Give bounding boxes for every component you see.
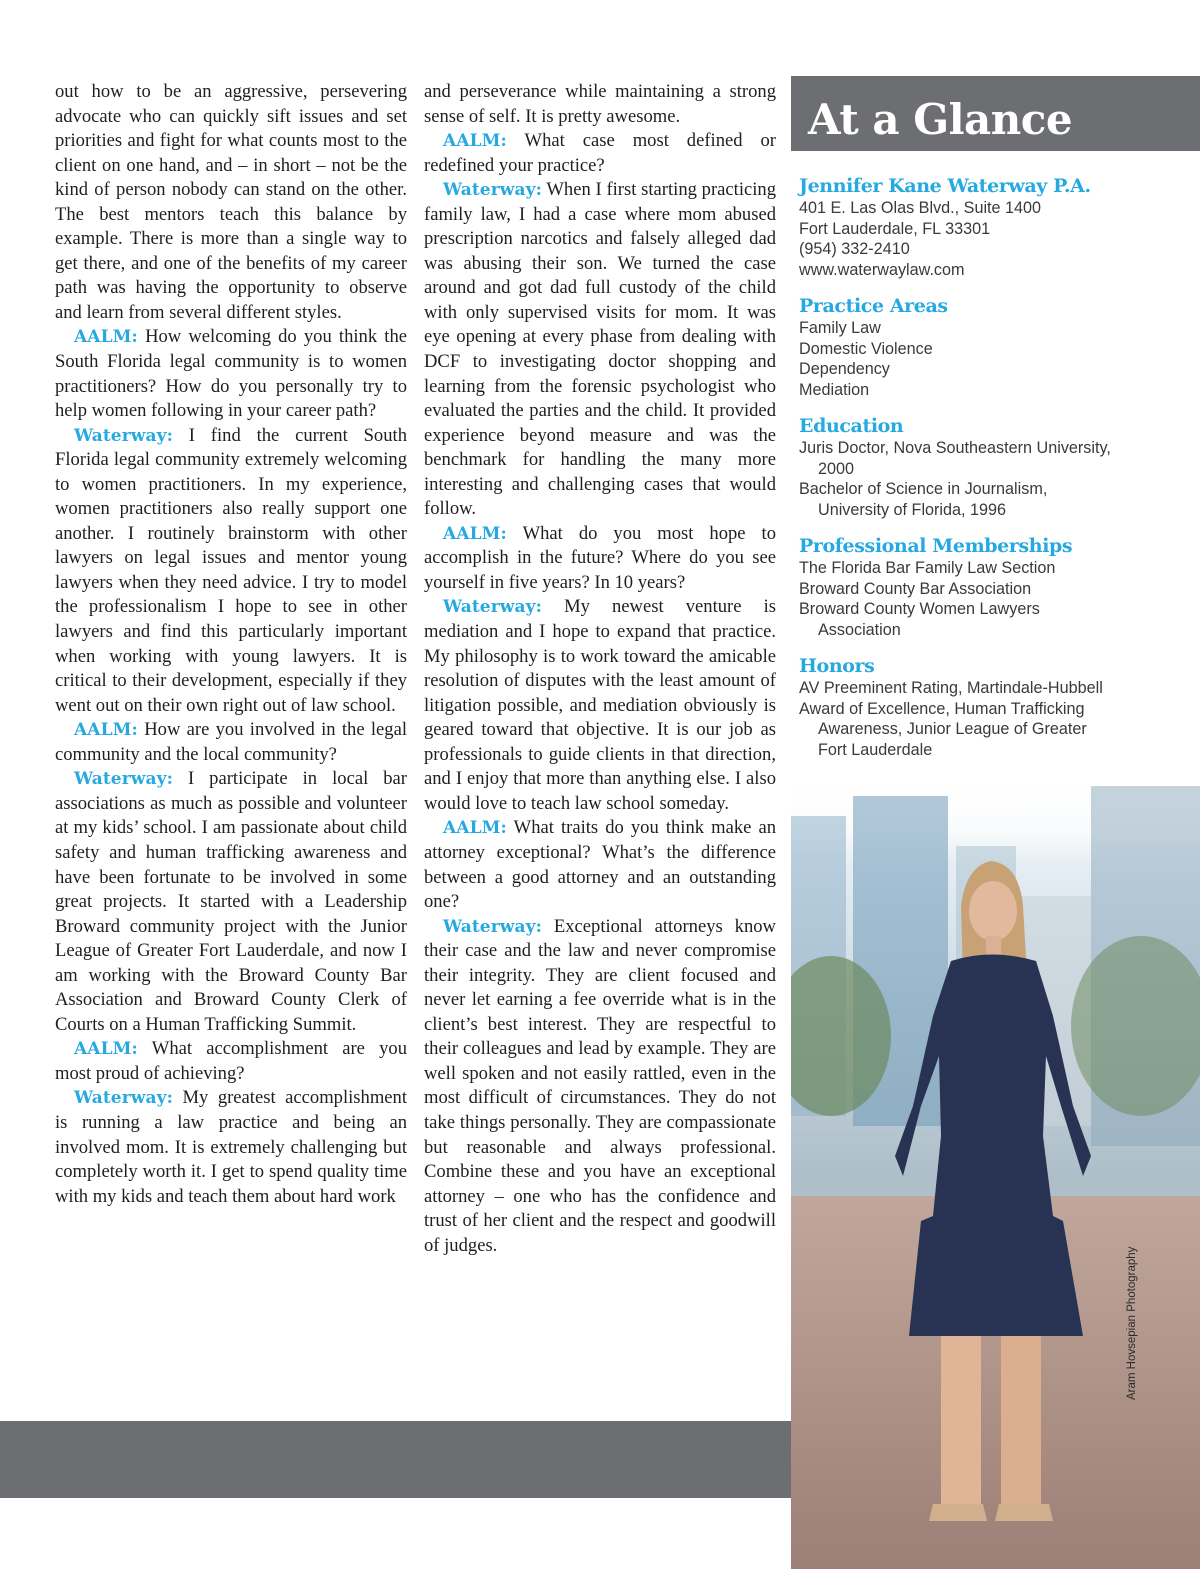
education-item-continued: University of Florida, 1996 — [818, 500, 1007, 519]
attorney-portrait-photo — [791, 776, 1200, 1569]
memberships-list — [799, 558, 1189, 640]
interviewee-label: Waterway: — [74, 1088, 173, 1109]
honor-item: Award of Excellence, Human Trafficking — [799, 699, 1085, 718]
education-item: Bachelor of Science in Journalism, — [799, 480, 1048, 498]
sidebar-info — [799, 174, 1189, 760]
practice-area-item: Mediation — [799, 380, 870, 399]
paragraph-text: I find the current South Florida legal community extremely welcoming to women practitioners. In my experience, women practitioners also really support one another. I routinely brainstorm with other lawyers on legal issues and mentor young lawyers when they need advice. I try to model the professionalism I hope to see in other lawyers and find this particularly important when working with young lawyers. It is critical to their development, especially if they went out on their own right out of law school. — [55, 424, 407, 716]
article-paragraph — [55, 1037, 407, 1086]
interviewer-label: AALM: — [443, 523, 507, 544]
firm-name: Jennifer Kane Waterway P.A. — [799, 175, 1091, 197]
paragraph-text: and perseverance while maintaining a strong sense of self. It is pretty awesome. — [424, 81, 776, 127]
firm-phone: (954) 332-2410 — [799, 240, 910, 258]
education-item-continued: 2000 — [818, 459, 855, 478]
footer-bar — [0, 1421, 791, 1498]
practice-area-item: Family Law — [799, 319, 881, 337]
article-paragraph — [55, 1086, 407, 1209]
membership-item: Broward County Bar Association — [799, 579, 1032, 598]
education-list — [799, 438, 1189, 520]
firm-address-line-2: Fort Lauderdale, FL 33301 — [799, 219, 991, 238]
honors-heading: Honors — [799, 655, 875, 677]
practice-area-item: Domestic Violence — [799, 339, 933, 358]
paragraph-text: out how to be an aggressive, persevering advocate who can quickly sift issues and set priorities and fight for what counts most to the client on one hand, and – in short – not be the kind of person nobody can stand on the other. The best mentors teach this balance by example. There is more than a single way to get there, and one of the benefits of my career path was having the opportunity to observe and learn from several different styles. — [55, 81, 407, 323]
education-heading: Education — [799, 415, 904, 437]
article-paragraph — [55, 718, 407, 767]
interviewer-label: AALM: — [74, 1039, 138, 1060]
honor-item-continued: Fort Lauderdale — [818, 740, 933, 759]
interviewer-label: AALM: — [74, 327, 138, 348]
sidebar-title: At a Glance — [808, 95, 1073, 144]
article-column-right — [424, 80, 776, 1258]
membership-item-continued: Association — [818, 620, 901, 639]
article-paragraph — [55, 424, 407, 719]
article-paragraph — [424, 816, 776, 914]
firm-address-line-1: 401 E. Las Olas Blvd., Suite 1400 — [799, 199, 1042, 217]
interviewee-label: Waterway: — [443, 180, 542, 201]
education-item: Juris Doctor, Nova Southeastern University, — [799, 439, 1111, 457]
article-paragraph — [55, 767, 407, 1037]
firm-website: www.waterwaylaw.com — [799, 260, 965, 279]
membership-item: The Florida Bar Family Law Section — [799, 559, 1056, 577]
paragraph-text: What case most defined or redefined your practice? — [424, 130, 776, 176]
paragraph-text: How welcoming do you think the South Florida legal community is to women practitioners? How do you personally try to help women following in your career path? — [55, 326, 407, 422]
interviewee-label: Waterway: — [443, 916, 542, 937]
practice-areas-heading: Practice Areas — [799, 295, 948, 317]
article-paragraph — [424, 178, 776, 522]
article-paragraph — [55, 80, 407, 325]
paragraph-text: I participate in local bar associations as much as possible and volunteer at my kids’ school. I am passionate about child safety and human trafficking awareness and have been fortunate to be involved in some great projects. It started with a Leadership Broward community project with the Junior League of Greater Fort Lauderdale, and now I am working with the Broward County Bar Association and Broward County Clerk of Courts on a Human Trafficking Summit. — [55, 768, 407, 1035]
article-paragraph — [424, 80, 776, 129]
paragraph-text: My newest venture is mediation and I hope to expand that practice. My philosophy is to work toward the amicable resolution of disputes with the least amount of litigation possible, and mediation obviously is geared toward that objective. It is our job as professionals to guide clients in that direction, and I enjoy that more than anything else. I also would love to teach law school someday. — [424, 596, 776, 814]
interviewee-label: Waterway: — [74, 425, 173, 446]
interviewer-label: AALM: — [443, 131, 507, 152]
article-paragraph — [55, 325, 407, 423]
practice-areas-list — [799, 318, 1189, 400]
photo-credit: Aram Hovsepian Photography — [1126, 1246, 1138, 1400]
paragraph-text: What traits do you think make an attorney exceptional? What’s the difference between a good attorney and an outstanding one? — [424, 817, 776, 913]
paragraph-text: What accomplishment are you most proud of achieving? — [55, 1038, 407, 1084]
paragraph-text: My greatest accomplishment is running a law practice and being an involved mom. It is extremely challenging but completely worth it. I get to spend quality time with my kids and teach them about hard work — [55, 1087, 407, 1207]
paragraph-text: How are you involved in the legal community and the local community? — [55, 719, 407, 765]
article-paragraph — [424, 915, 776, 1259]
article-paragraph — [424, 129, 776, 178]
honor-item: AV Preeminent Rating, Martindale-Hubbell — [799, 679, 1103, 697]
membership-item: Broward County Women Lawyers — [799, 600, 1040, 618]
practice-area-item: Dependency — [799, 360, 890, 378]
honors-list — [799, 678, 1189, 760]
at-a-glance-sidebar — [791, 76, 1200, 1569]
interviewer-label: AALM: — [74, 720, 138, 741]
interviewee-label: Waterway: — [74, 769, 173, 790]
paragraph-text: When I first starting practicing family law, I had a case where mom abused prescription narcotics and falsely alleged dad was abusing their son. We turned the case around and got dad full custody of the child with only supervised visits for mom. It was eye opening at every phase from dealing with DCF to investigating doctor shopping and learning from the forensic psychologist who evaluated the parties and the child. It provided experience beyond measure and was the benchmark for handling the many more interesting and challenging cases that would follow. — [424, 179, 776, 520]
article-paragraph — [424, 522, 776, 596]
interviewer-label: AALM: — [443, 818, 507, 839]
paragraph-text: What do you most hope to accomplish in the future? Where do you see yourself in five years? In 10 years? — [424, 522, 776, 593]
paragraph-text: Exceptional attorneys know their case and the law and never compromise their integrity. They are client focused and never let earning a fee override what is in the client’s best interest. They are respectful to their colleagues and lead by example. They are well spoken and not easily rattled, even in the most difficult of circumstances. They do not take things personally. They are compassionate but reasonable and always professional. Combine these and you have an exceptional attorney – one who has the confidence and trust of her client and the respect and goodwill of judges. — [424, 915, 776, 1256]
article-paragraph — [424, 595, 776, 816]
interviewee-label: Waterway: — [443, 597, 542, 618]
article-column-left — [55, 80, 407, 1209]
honor-item-continued: Awareness, Junior League of Greater — [818, 720, 1087, 738]
memberships-heading: Professional Memberships — [799, 535, 1073, 557]
